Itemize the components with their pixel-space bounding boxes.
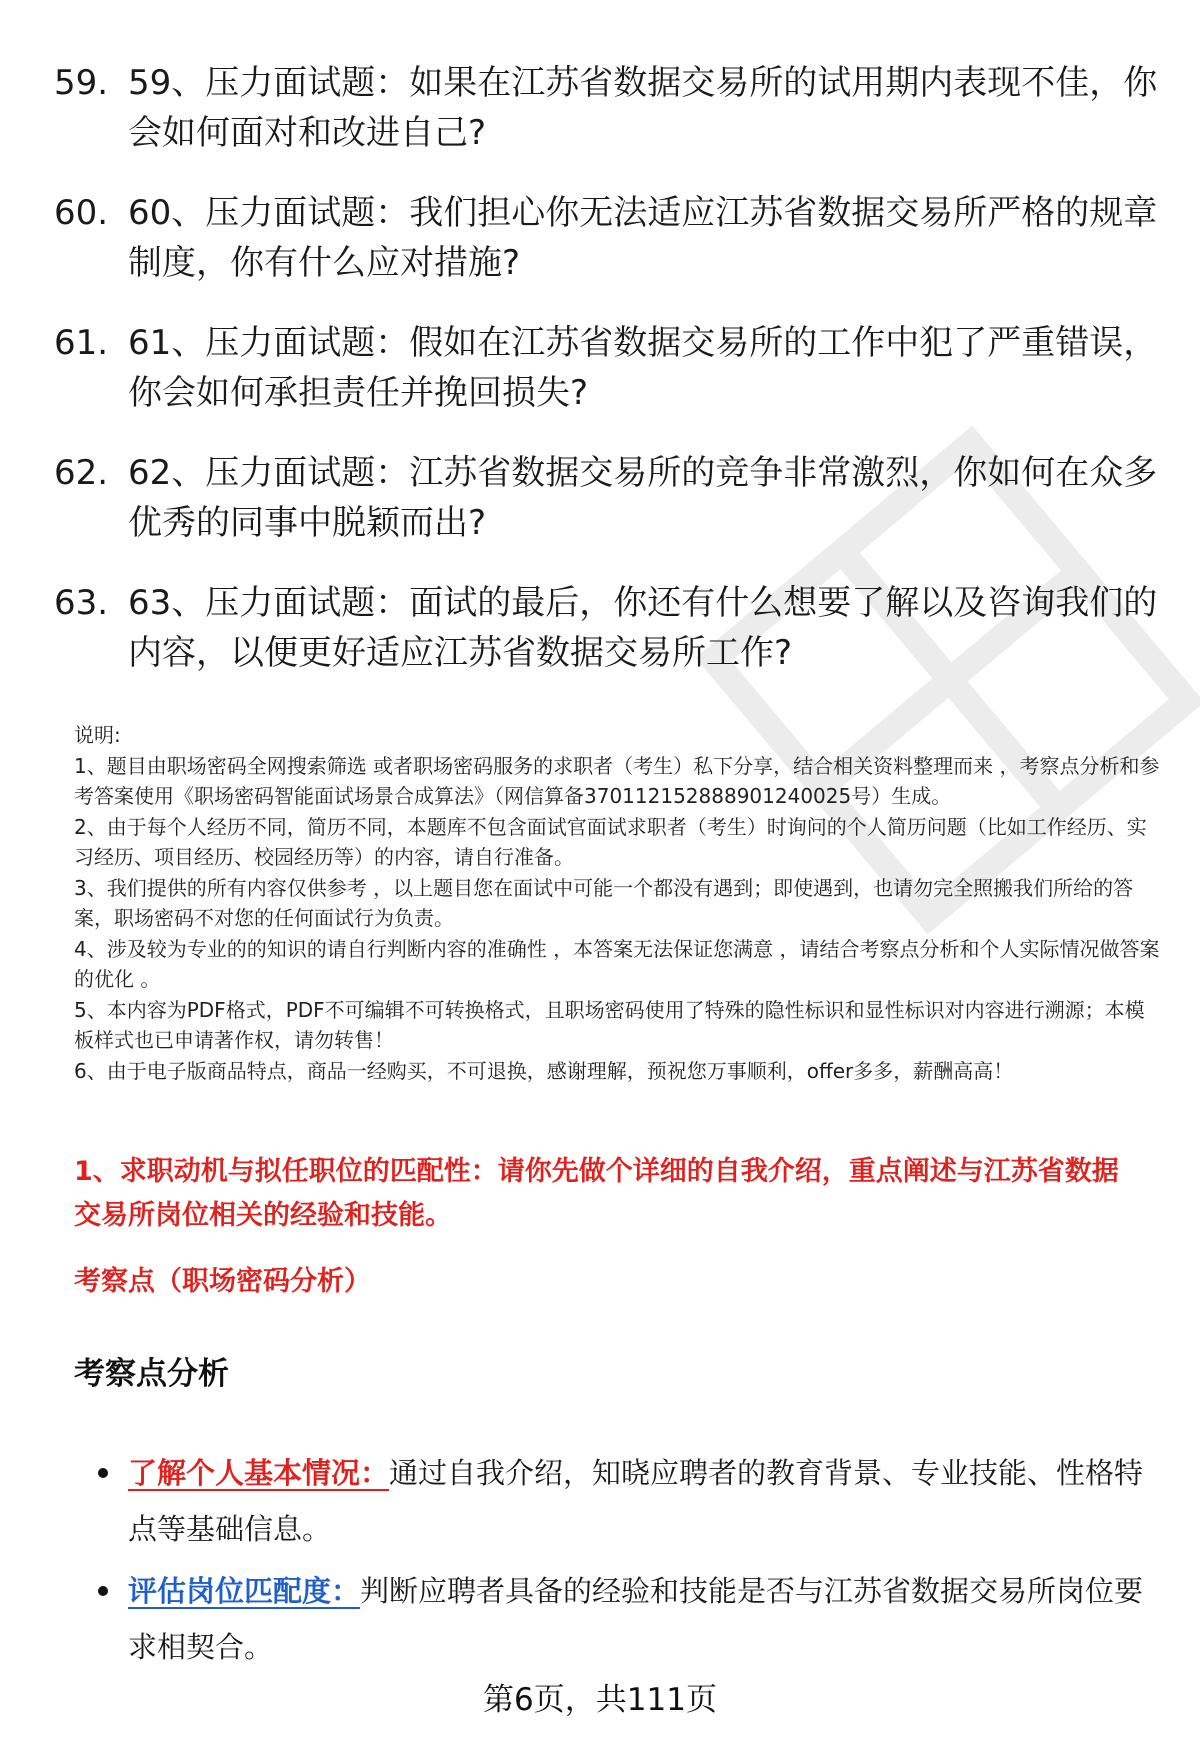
question-text: 60、压力面试题：我们担心你无法适应江苏省数据交易所严格的规章制度，你有什么应对措施? [128, 193, 1158, 283]
question-text: 61、压力面试题：假如在江苏省数据交易所的工作中犯了严重错误，你会如何承担责任并挽回损失? [128, 323, 1158, 413]
note-item: 1、题目由职场密码全网搜索筛选 或者职场密码服务的求职者（考生）私下分享，结合相关资料整理而来 ，考察点分析和参考答案使用《职场密码智能面试场景合成算法》（网信算备370112152888901240025号）生成。 [74, 753, 1160, 808]
note-item: 2、由于每个人经历不同，简历不同，本题库不包含面试官面试求职者（考生）时询问的个人简历问题（比如工作经历、实习经历、项目经历、校园经历等）的内容，请自行准备。 [74, 814, 1147, 869]
question-item [54, 448, 1164, 548]
notes-block [74, 720, 1164, 1086]
analysis-heading: 考察点分析 [74, 1356, 229, 1392]
bullet-dot-icon [96, 1445, 128, 1557]
section-question-title: 1、求职动机与拟任职位的匹配性：请你先做个详细的自我介绍，重点阐述与江苏省数据交易所岗位相关的经验和技能。 [74, 1156, 1119, 1231]
question-item [54, 578, 1164, 678]
question-number: 62. [54, 453, 109, 493]
bullet-label: 评估岗位匹配度： [128, 1574, 361, 1608]
page-footer: 第6页，共111页 [483, 1682, 717, 1718]
list-item [96, 1445, 1166, 1557]
question-number: 63. [54, 583, 109, 623]
bullet-text: 判断应聘者具备的经验和技能是否与江苏省数据交易所岗位要求相契合。 [128, 1574, 1144, 1664]
analysis-bullet-list [96, 1445, 1166, 1681]
question-text: 63、压力面试题：面试的最后，你还有什么想要了解以及咨询我们的内容，以便更好适应江苏省数据交易所工作? [128, 583, 1158, 673]
question-item [54, 188, 1164, 288]
bullet-label: 了解个人基本情况： [128, 1456, 390, 1490]
question-text: 62、压力面试题：江苏省数据交易所的竞争非常激烈，你如何在众多优秀的同事中脱颖而出? [128, 453, 1158, 543]
question-item [54, 318, 1164, 418]
note-item: 6、由于电子版商品特点，商品一经购买，不可退换，感谢理解，预祝您万事顺利，offer多多，薪酬高高！ [74, 1058, 1014, 1083]
question-list [54, 58, 1164, 708]
question-number: 60. [54, 193, 109, 233]
note-item: 5、本内容为PDF格式，PDF不可编辑不可转换格式，且职场密码使用了特殊的隐性标识和显性标识对内容进行溯源；本模板样式也已申请著作权，请勿转售！ [74, 997, 1145, 1052]
bullet-text: 通过自我介绍，知晓应聘者的教育背景、专业技能、性格特点等基础信息。 [128, 1456, 1144, 1546]
question-item [54, 58, 1164, 158]
notes-title: 说明: [74, 723, 121, 747]
note-item: 3、我们提供的所有内容仅供参考 ，以上题目您在面试中可能一个都没有遇到；即使遇到，也请勿完全照搬我们所给的答案，职场密码不对您的任何面试行为负责。 [74, 875, 1134, 930]
section-subtitle: 考察点（职场密码分析） [74, 1266, 371, 1297]
bullet-dot-icon [96, 1563, 128, 1675]
question-number: 61. [54, 323, 109, 363]
note-item: 4、涉及较为专业的的知识的请自行判断内容的准确性 ，本答案无法保证您满意 ，请结合考察点分析和个人实际情况做答案的优化 。 [74, 936, 1160, 991]
question-text: 59、压力面试题：如果在江苏省数据交易所的试用期内表现不佳，你会如何面对和改进自己? [128, 63, 1158, 153]
question-number: 59. [54, 63, 109, 103]
list-item [96, 1563, 1166, 1675]
